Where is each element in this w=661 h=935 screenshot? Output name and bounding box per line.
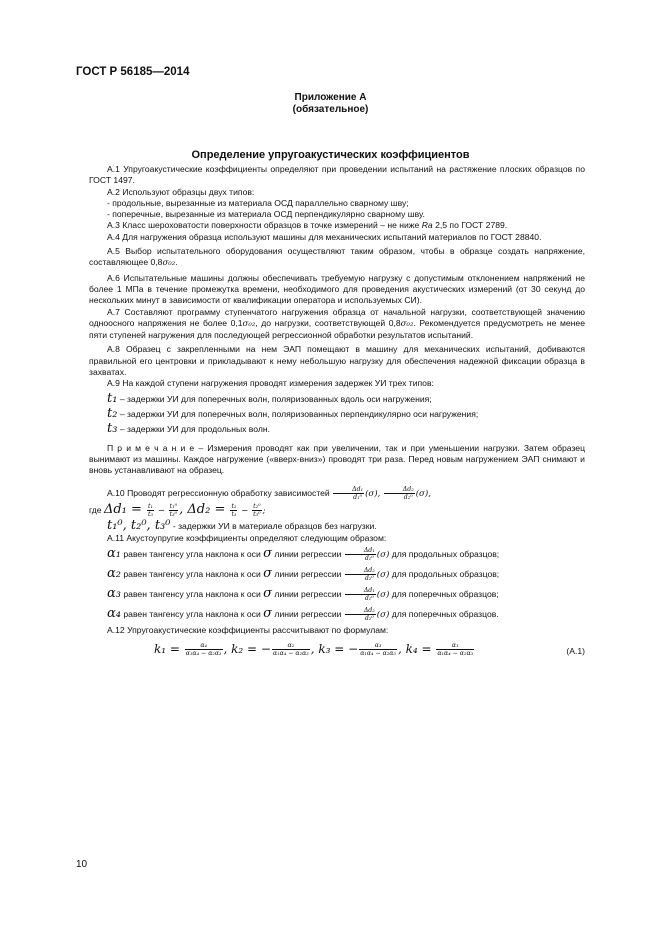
t0-text: - задержки УИ в материале образцов без нагрузки. — [170, 521, 377, 532]
alpha-text: равен тангенсу угла наклона к оси — [121, 568, 264, 579]
fraction: $\frac{\text{t₂⁰}}{\text{t₃⁰}}$ — [253, 503, 261, 519]
sigma-arg: (σ) — [376, 589, 390, 600]
a5-text-end: . — [175, 257, 178, 268]
sigma-symbol: σ — [263, 585, 273, 601]
page-number: 10 — [76, 859, 88, 870]
a7-text-mid: , до нагрузки, соответствующей 0,8 — [255, 317, 401, 328]
alpha-text: равен тангенсу угла наклона к оси — [121, 548, 264, 559]
t3-symbol: t₃ — [107, 421, 118, 437]
t1-symbol: t₁ — [107, 390, 118, 406]
alpha1-symbol: α₁ — [107, 545, 121, 561]
where-label: где — [89, 505, 102, 516]
t3-definition — [89, 423, 585, 435]
appendix-title: Приложение А — [294, 92, 367, 103]
paragraph-a10 — [89, 486, 585, 501]
list-item: - продольные, вырезанные из материала ОСД параллельно сварному шву; — [107, 197, 409, 208]
sigma-symbol: σ₀₂ — [400, 318, 414, 329]
sigma-arg: (σ) — [376, 549, 390, 560]
fraction: $\frac{\text{Δd₁}}{\text{d₁⁰}}$ — [333, 486, 364, 501]
paragraph-a11: А.11 Акустоупругие коэффициенты определяют следующим образом: — [107, 532, 387, 543]
a7-text-end: . Рекомендуется предусмотреть не менее пяти ступеней нагружения для последующей регрессионной обработки результатов испытаний. — [89, 317, 585, 341]
fraction: $\frac{\text{t₁⁰}}{\text{t₃⁰}}$ — [169, 503, 178, 519]
sigma-arg: (σ) — [376, 609, 390, 620]
paragraph-a6: А.6 Испытательные машины должны обеспечивать требуемую нагрузку с допустимым отклонением напряжений не более 1 МПа в течение промежутка времени, необходимого для проведения акустических измерений (от 30 секунд до нескольких минут в зависимости от квалификации оператора и используемых СИ). — [89, 272, 585, 306]
note-label: П р и м е ч а н и е — [107, 442, 195, 453]
alpha3-symbol: α₃ — [107, 585, 121, 601]
alpha-text: линии регрессии — [272, 548, 344, 559]
fraction: $\frac{\text{α₁}}{\text{α₁α₄ − α₂α₃}}$ — [437, 642, 474, 658]
sigma-symbol: σ — [263, 545, 273, 561]
alpha-text: линии регрессии — [272, 608, 344, 619]
fraction: $\frac{\text{Δd₂}}{\text{d₂⁰}}$ — [345, 607, 376, 622]
t2-symbol: t₂ — [107, 405, 118, 421]
alpha4-definition — [89, 607, 585, 622]
alpha1-definition — [89, 547, 585, 562]
fraction: $\frac{\text{Δd₂}}{\text{d₂⁰}}$ — [384, 486, 415, 501]
fraction: $\frac{\text{α₃}}{\text{α₁α₄ − α₂α₃}}$ — [360, 642, 396, 658]
minus-sign: − — [238, 506, 252, 517]
fraction: $\frac{\text{α₂}}{\text{α₁α₄ − α₂α₃}}$ — [272, 642, 309, 658]
appendix-heading — [0, 92, 661, 116]
fraction: $\frac{\text{t₂}}{\text{t₃}}$ — [231, 503, 237, 519]
t0-symbols: t₁⁰, t₂⁰, t₃⁰ — [107, 518, 171, 534]
k3-term: , k₃ = − — [310, 642, 359, 657]
alpha-text: равен тангенсу угла наклона к оси — [121, 608, 264, 619]
minus-sign: − — [155, 506, 168, 517]
alpha3-definition — [89, 587, 585, 602]
t0-definition — [89, 520, 585, 532]
note-text: – Измерения проводят как при увеличении, так и при уменьшении нагрузки. Затем образец вынимают из машины. Каждое нагружение («вверх-вниз») проводят три раза. Перед новым нагружением ЭАП снимают и вновь устанавливают на образец. — [89, 442, 585, 476]
fraction: $\frac{\text{Δd₁}}{\text{d₁⁰}}$ — [345, 547, 376, 562]
section-title: Определение упругоакустических коэффициентов — [191, 149, 470, 161]
alpha2-definition — [89, 567, 585, 582]
alpha-text: для поперечных образцов; — [389, 588, 499, 599]
paragraph-a8: А.8 Образец с закрепленными на нем ЭАП помещают в машину для механических испытаний, добиваются правильной его центровки и прикладывают к нему небольшую нагрузку для обеспечения надежной фиксации образца в захватах. — [89, 344, 585, 378]
fraction: $\frac{\text{Δd₁}}{\text{d₁⁰}}$ — [345, 587, 376, 602]
a7-text: А.7 Составляют программу ступенчатого нагружения образца от начальной нагрузки, соответствующей значению одноосного напряжения не более 0,1 — [89, 306, 585, 328]
sigma-symbol: σ — [263, 605, 273, 621]
a5-text: А.5 Выбор испытательного оборудования осуществляют таким образом, чтобы в образце создать напряжение, составляющее 0,8 — [89, 246, 585, 268]
paragraph-a2: А.2 Используют образцы двух типов: — [107, 186, 255, 197]
t1-text: – задержки УИ для поперечных волн, поляризованных вдоль оси нагружения; — [117, 393, 432, 404]
paragraph-a1: А.1 Упругоакустические коэффициенты определяют при проведении испытаний на растяжение плоских образцов по ГОСТ 1497. — [89, 164, 585, 186]
fraction: $\frac{\text{t₁}}{\text{t₃}}$ — [148, 503, 153, 519]
a10-arg: (σ), — [365, 489, 381, 500]
appendix-subtitle: (обязательное) — [292, 104, 369, 115]
t2-definition — [89, 405, 585, 421]
a3-text-end: 2,5 по ГОСТ 2789. — [432, 220, 508, 231]
list-item: - поперечные, вырезанные из материала ОСД перпендикулярно сварному шву. — [107, 209, 425, 220]
paragraph-a3 — [89, 220, 585, 231]
alpha-text: для продольных образцов; — [389, 548, 500, 559]
ra-symbol: Ra — [421, 220, 433, 231]
formula-number: (А.1) — [566, 646, 585, 657]
k2-term: , k₂ = − — [223, 642, 271, 657]
where-line — [89, 503, 585, 518]
t2-text: – задержки УИ для поперечных волн, поляризованных перпендикулярно оси нагружения; — [117, 408, 479, 419]
document-header: ГОСТ Р 56185—2014 — [76, 66, 190, 78]
k4-term: , k₄ = — [397, 642, 436, 657]
alpha-text: линии регрессии — [272, 588, 344, 599]
note — [89, 443, 585, 477]
alpha-text: для поперечных образцов. — [389, 608, 499, 619]
alpha-text: равен тангенсу угла наклона к оси — [121, 588, 264, 599]
sigma-arg: (σ) — [376, 569, 390, 580]
alpha4-symbol: α₄ — [107, 605, 121, 621]
alpha-text: линии регрессии — [272, 568, 344, 579]
formula-expression — [154, 642, 475, 657]
fraction: $\frac{\text{Δd₂}}{\text{d₂⁰}}$ — [345, 567, 376, 582]
formula-a1 — [89, 640, 585, 668]
paragraph-a4: А.4 Для нагружения образца используют машины для механических испытаний материалов по ГОСТ 28840. — [107, 231, 542, 242]
k1-term: k₁ = — [154, 642, 184, 657]
paragraph-a12: А.12 Упругоакустические коэффициенты рассчитывают по формулам: — [107, 625, 389, 636]
sigma-symbol: σ — [263, 565, 273, 581]
alpha2-symbol: α₂ — [107, 565, 121, 581]
a10-arg: (σ), — [415, 489, 431, 500]
sigma-symbol: σ₀₂ — [162, 258, 176, 269]
paragraph-a5 — [89, 246, 585, 270]
document-body — [89, 164, 585, 668]
sigma-symbol: σ₀₂ — [242, 318, 256, 329]
paragraph-a7 — [89, 307, 585, 342]
paragraph-a9: А.9 На каждой ступени нагружения проводят измерения задержек УИ трех типов: — [107, 378, 434, 389]
delta-d1: Δd₁ = — [103, 502, 147, 518]
where-end: ; — [262, 506, 266, 517]
a10-text: А.10 Проводят регрессионную обработку зависимостей — [107, 488, 330, 499]
t3-text: – задержки УИ для продольных волн. — [117, 424, 271, 435]
a3-text: А.3 Класс шероховатости поверхности образцов в точке измерений – не ниже — [107, 220, 422, 231]
delta-d2: , Δd₂ = — [179, 502, 230, 518]
alpha-text: для продольных образцов; — [389, 568, 500, 579]
t1-definition — [89, 390, 585, 406]
fraction: $\frac{\text{α₄}}{\text{α₁α₄ − α₂α₃}}$ — [185, 642, 222, 658]
